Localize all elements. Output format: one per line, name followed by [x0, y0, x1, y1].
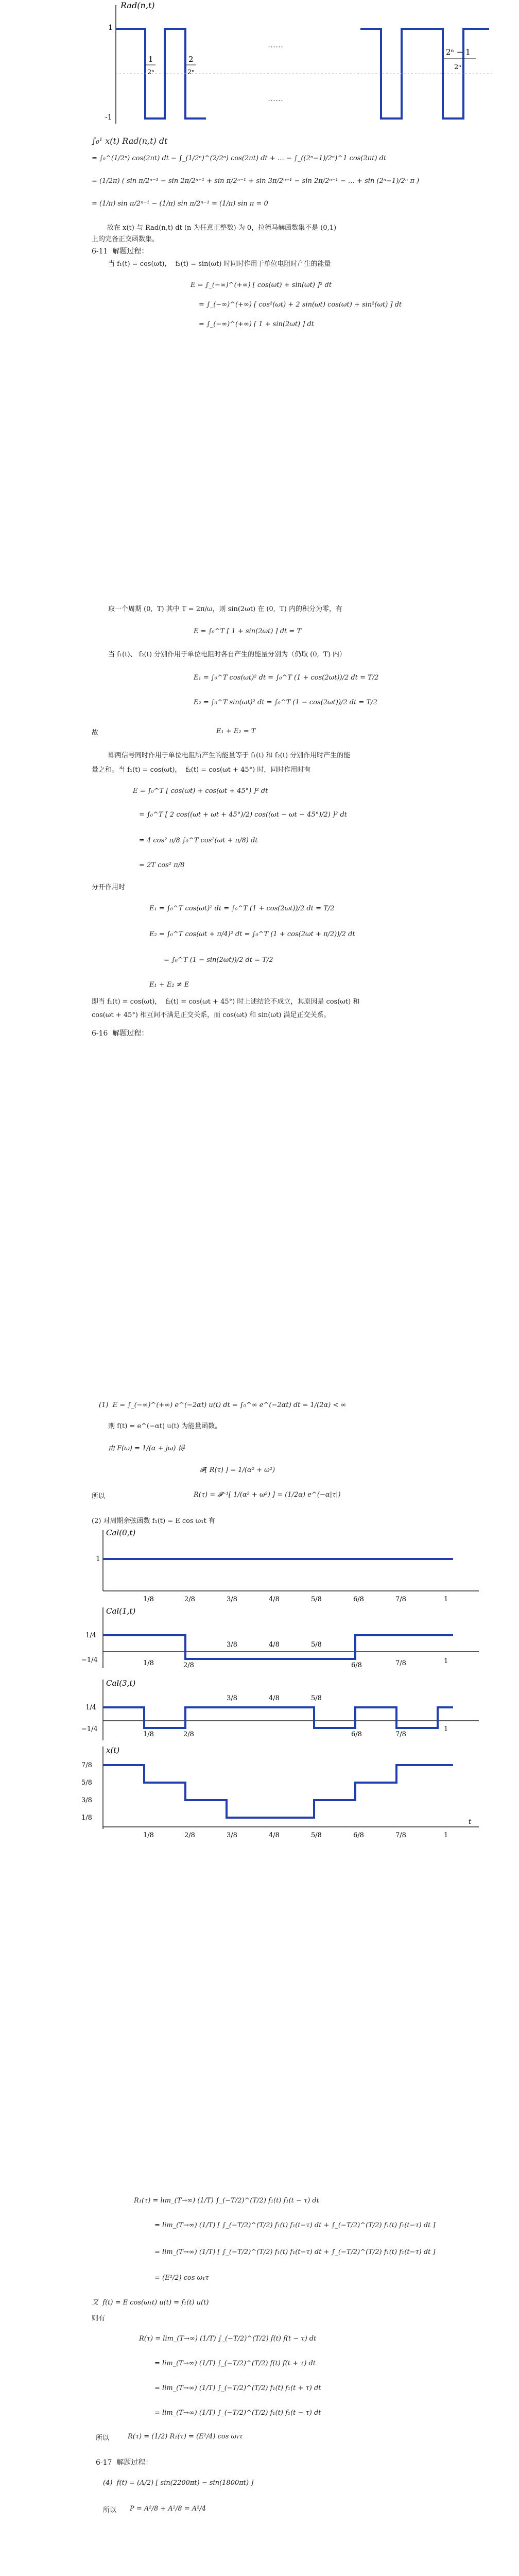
- heading-6-16: 6-16 解题过程：: [92, 1029, 149, 1038]
- cal0-tick-5: 5/8: [311, 1596, 322, 1603]
- s611-separate2: 分开作用时: [92, 884, 126, 891]
- cal3-tick-6: 6/8: [351, 1731, 362, 1738]
- corr-c2: = lim_(T→∞) (1/T) [ ∫_(−T/2)^(T/2) f₁(t) f₁(t−τ) dt + ∫_(−T/2)^(T/2) f₁(t) f₁(t−τ) dt ]: [154, 2222, 436, 2229]
- x-label: x(t): [106, 1745, 120, 1755]
- corr-so: R(τ) = (1/2) R₁(τ) = (E²/4) cos ω₁τ: [128, 2433, 243, 2441]
- corr-d3: = lim_(T→∞) (1/T) ∫_(−T/2)^(T/2) f₁(t) f₁(t + τ) dt: [154, 2384, 321, 2392]
- cal1-tick-5: 5/8: [311, 1641, 322, 1649]
- s611-E4: E = ∫₀^T [ 1 + sin(2ωt) ] dt = T: [194, 628, 302, 635]
- s1-eq1: ∫₀¹ x(t) Rad(n,t) dt: [92, 136, 168, 146]
- s1-conclusion: 故在 x(t) 与 Rad(n,t) dt (n 为任意正整数) 为 0，拉德马赫函数集不是 (0,1): [107, 224, 337, 232]
- rad-label-last: 2ⁿ − 1: [446, 47, 471, 57]
- cal3-y-bot: −1/4: [81, 1725, 98, 1733]
- x-y-78: 7/8: [81, 1761, 92, 1769]
- corr-d2: = lim_(T→∞) (1/T) ∫_(−T/2)^(T/2) f(t) f(t + τ) dt: [154, 2360, 316, 2367]
- cal1-y-bot: −1/4: [81, 1656, 98, 1664]
- cal3-plot: [81, 1679, 479, 1740]
- cal-figures: [77, 1525, 489, 1839]
- corr-c3: = lim_(T→∞) (1/T) [ ∫_(−T/2)^(T/2) f₁(t) f₁(t−τ) dt + ∫_(−T/2)^(T/2) f₁(t) f₁(t−τ) dt ]: [154, 2248, 436, 2256]
- cal1-label: Cal(1,t): [106, 1606, 136, 1616]
- cal0-label: Cal(0,t): [106, 1528, 136, 1537]
- cal3-tick-2: 2/8: [183, 1731, 194, 1738]
- heading-6-17: 6-17 解题过程：: [96, 2459, 153, 2467]
- rad-label-1: 1: [148, 55, 153, 64]
- cal1-tick-8: 1: [444, 1657, 448, 1665]
- x-tick-2: 2/8: [184, 1832, 195, 1839]
- s611-F4: = 2T cos² π/8: [139, 861, 185, 869]
- s611-E2: = ∫_(−∞)^(+∞) [ cos²(ωt) + 2 sin(ωt) cos(ωt) + sin²(ωt) ] dt: [199, 301, 402, 309]
- cal0-tick-7: 7/8: [395, 1596, 406, 1603]
- rademacher-figure: [98, 0, 499, 129]
- corr-then: 则有: [92, 2315, 106, 2323]
- cal0-y: 1: [96, 1555, 100, 1563]
- s617-p2: P = A²/8 + A²/8 = A²/4: [130, 2505, 206, 2513]
- cal1-tick-1: 1/8: [143, 1659, 154, 1667]
- s616-p2: 则 f(t) = e^(−αt) u(t) 为能量函数。: [108, 1422, 222, 1430]
- s616-p4: 𝓕[ R(τ) ] = 1/(α² + ω²): [200, 1466, 275, 1474]
- rad-tick-1: 1: [108, 24, 113, 32]
- cal0-plot: [96, 1528, 479, 1603]
- s611-sum: E₁ + E₂ = T: [216, 727, 256, 735]
- s611-E3: = ∫_(−∞)^(+∞) [ 1 + sin(2ωt) ] dt: [199, 320, 315, 328]
- s617-p1: (4) f(t) = (A/2) [ sin(2200πt) − sin(1800πt) ]: [103, 2479, 254, 2487]
- s616-p5-label: 所以: [92, 1493, 106, 1500]
- cal0-ticks: [143, 1596, 448, 1603]
- cal1-tick-6: 6/8: [351, 1662, 362, 1669]
- s611-para3b: cos(ωt + 45°) 相互间不满足正交关系，而 cos(ωt) 和 sin(ωt) 满足正交关系。: [92, 1011, 331, 1019]
- s1-eq4: = (1/π) sin π/2ⁿ⁻¹ − (1/π) sin π/2ⁿ⁻¹ = (1/π) sin π = 0: [92, 200, 268, 208]
- s611-F2: = ∫₀^T [ 2 cos((ωt + ωt + 45°)/2) cos((ωt − ωt − 45°)/2) ]² dt: [139, 811, 347, 819]
- s616-p1: (1) E = ∫_(−∞)^(+∞) e^(−2αt) u(t) dt = ∫₀^∞ e^(−2αt) dt = 1/(2α) < ∞: [99, 1401, 347, 1409]
- rad-label-last-den: 2ⁿ: [454, 63, 461, 71]
- cal0-tick-3: 3/8: [227, 1596, 237, 1603]
- cal1-plot: [81, 1606, 479, 1669]
- cal0-tick-1: 1/8: [143, 1596, 154, 1603]
- x-tick-5: 5/8: [311, 1832, 322, 1839]
- s611-G1: E₁ = ∫₀^T cos(ωt)² dt = ∫₀^T (1 + cos(2ωt))/2 dt = T/2: [149, 905, 335, 912]
- cal3-tick-8: 1: [444, 1725, 448, 1733]
- x-plot: [81, 1745, 479, 1839]
- corr-c1: R₁(τ) = lim_(T→∞) (1/T) ∫_(−T/2)^(T/2) f₁(t) f₁(t − τ) dt: [134, 2197, 319, 2205]
- corr-also: 又 f(t) = E cos(ω₁t) u(t) = f₁(t) u(t): [92, 2299, 209, 2307]
- x-tick-6: 6/8: [353, 1832, 364, 1839]
- s611-intro: 当 f₁(t) = cos(ωt)， f₂(t) = sin(ωt) 时同时作用于单位电阻时产生的能量: [108, 260, 331, 268]
- cal3-tick-1: 1/8: [143, 1731, 154, 1738]
- corr-c4: = (E²/2) cos ω₁τ: [154, 2274, 209, 2282]
- cal1-y-top: 1/4: [85, 1632, 96, 1639]
- cal1-tick-4: 4/8: [269, 1641, 280, 1649]
- corr-d4: = lim_(T→∞) (1/T) ∫_(−T/2)^(T/2) f₁(t) f₁(t − τ) dt: [154, 2409, 321, 2417]
- cal0-tick-8: 1: [444, 1596, 448, 1603]
- s1-eq3: = (1/2π) ( sin π/2ⁿ⁻¹ − sin 2π/2ⁿ⁻¹ + sin π/2ⁿ⁻¹ + sin 3π/2ⁿ⁻¹ − sin 2π/2ⁿ⁻¹ − … + sin (2ⁿ−1)/2ⁿ π ): [92, 177, 420, 185]
- s616-p3: 由 F(ω) = 1/(α + jω) 得: [108, 1445, 185, 1452]
- s611-G4: E₁ + E₂ ≠ E: [149, 981, 189, 989]
- cal0-tick-6: 6/8: [353, 1596, 364, 1603]
- heading-6-11: 6-11 解题过程：: [92, 247, 149, 256]
- rad-label-1-den: 2ⁿ: [147, 69, 154, 76]
- rad-label-2: 2: [188, 55, 194, 64]
- s616-p5: R(τ) = 𝓕⁻¹[ 1/(α² + ω²) ] = (1/2α) e^(−α|τ|): [194, 1491, 341, 1499]
- cal0-tick-4: 4/8: [269, 1596, 280, 1603]
- cal1-tick-3: 3/8: [227, 1641, 237, 1649]
- s611-sum-label: 故: [92, 729, 99, 737]
- s611-para2b: 量之和。当 f₁(t) = cos(ωt)， f₂(t) = cos(ωt + 45°) 时，同时作用时有: [92, 766, 311, 774]
- cal3-wave: [103, 1707, 453, 1728]
- s611-F1: E = ∫₀^T [ cos(ωt) + cos(ωt + 45°) ]² dt: [133, 787, 268, 795]
- s611-period: 取一个周期 (0, T) 其中 T = 2π/ω，则 sin(2ωt) 在 (0, T) 内的积分为零，有: [108, 605, 342, 613]
- s611-E1: E = ∫_(−∞)^(+∞) [ cos(ωt) + sin(ωt) ]² dt: [191, 281, 332, 289]
- x-tick-7: 7/8: [395, 1832, 406, 1839]
- s611-para3a: 即当 f₁(t) = cos(ωt)， f₂(t) = cos(ωt + 45°) 时上述结论不成立，其原因是 cos(ωt) 和: [92, 998, 360, 1006]
- cal3-tick-5: 5/8: [311, 1694, 322, 1702]
- x-tick-1: 1/8: [143, 1832, 154, 1839]
- s617-p2-label: 所以: [103, 2506, 117, 2514]
- x-t-label: t: [469, 1818, 472, 1826]
- rad-tick-minus1: -1: [105, 113, 112, 122]
- rad-y-label: Rad(n,t): [120, 1, 155, 10]
- s611-G3: = ∫₀^T (1 − sin(2ωt))/2 dt = T/2: [164, 956, 273, 964]
- cal3-tick-3: 3/8: [227, 1694, 237, 1702]
- rad-label-2-den: 2ⁿ: [187, 69, 195, 76]
- x-y-38: 3/8: [81, 1797, 92, 1804]
- s611-E5: E₁ = ∫₀^T cos(ωt)² dt = ∫₀^T (1 + cos(2ωt))/2 dt = T/2: [194, 674, 379, 682]
- x-tick-8: 1: [444, 1832, 448, 1839]
- s611-G2: E₂ = ∫₀^T cos(ωt + π/4)² dt = ∫₀^T (1 + cos(2ωt + π/2))/2 dt: [149, 930, 355, 938]
- s1-conclusion2: 上的完备正交函数集。: [92, 235, 159, 243]
- rad-ellipsis-1: ……: [268, 40, 283, 49]
- corr-d1: R(τ) = lim_(T→∞) (1/T) ∫_(−T/2)^(T/2) f(t) f(t − τ) dt: [139, 2335, 317, 2343]
- s611-F3: = 4 cos² π/8 ∫₀^T cos²(ωt + π/8) dt: [139, 837, 258, 844]
- x-tick-3: 3/8: [227, 1832, 237, 1839]
- s1-eq2: = ∫₀^(1/2ⁿ) cos(2πt) dt − ∫_(1/2ⁿ)^(2/2ⁿ) cos(2πt) dt + … − ∫_((2ⁿ−1)/2ⁿ)^1 cos(2πt) dt: [92, 155, 387, 162]
- cal3-tick-7: 7/8: [395, 1731, 406, 1738]
- x-tick-4: 4/8: [269, 1832, 280, 1839]
- cal3-label: Cal(3,t): [106, 1679, 136, 1688]
- x-y-18: 1/8: [81, 1814, 92, 1822]
- cal0-tick-2: 2/8: [184, 1596, 195, 1603]
- s611-E6: E₂ = ∫₀^T sin(ωt)² dt = ∫₀^T (1 − cos(2ωt))/2 dt = T/2: [194, 699, 377, 706]
- cal3-y-top: 1/4: [85, 1704, 96, 1711]
- s611-separate: 当 f₁(t)、 f₂(t) 分别作用于单位电阻时各自产生的能量分别为（仍取 (0, T) 内）: [108, 651, 346, 658]
- cal1-tick-2: 2/8: [183, 1662, 194, 1669]
- cal1-tick-7: 7/8: [395, 1659, 406, 1667]
- cal3-tick-4: 4/8: [269, 1694, 280, 1702]
- s611-para2a: 即两信号同时作用于单位电阻所产生的能量等于 f₁(t) 和 f₂(t) 分别作用时产生的能: [108, 752, 351, 759]
- x-y-58: 5/8: [81, 1779, 92, 1787]
- rad-ellipsis-2: ……: [268, 94, 283, 103]
- corr-so-label: 所以: [96, 2434, 110, 2442]
- x-wave: [103, 1765, 453, 1818]
- s616-p6: (2) 对周期余弦函数 f₁(t) = E cos ω₁t 有: [92, 1517, 215, 1525]
